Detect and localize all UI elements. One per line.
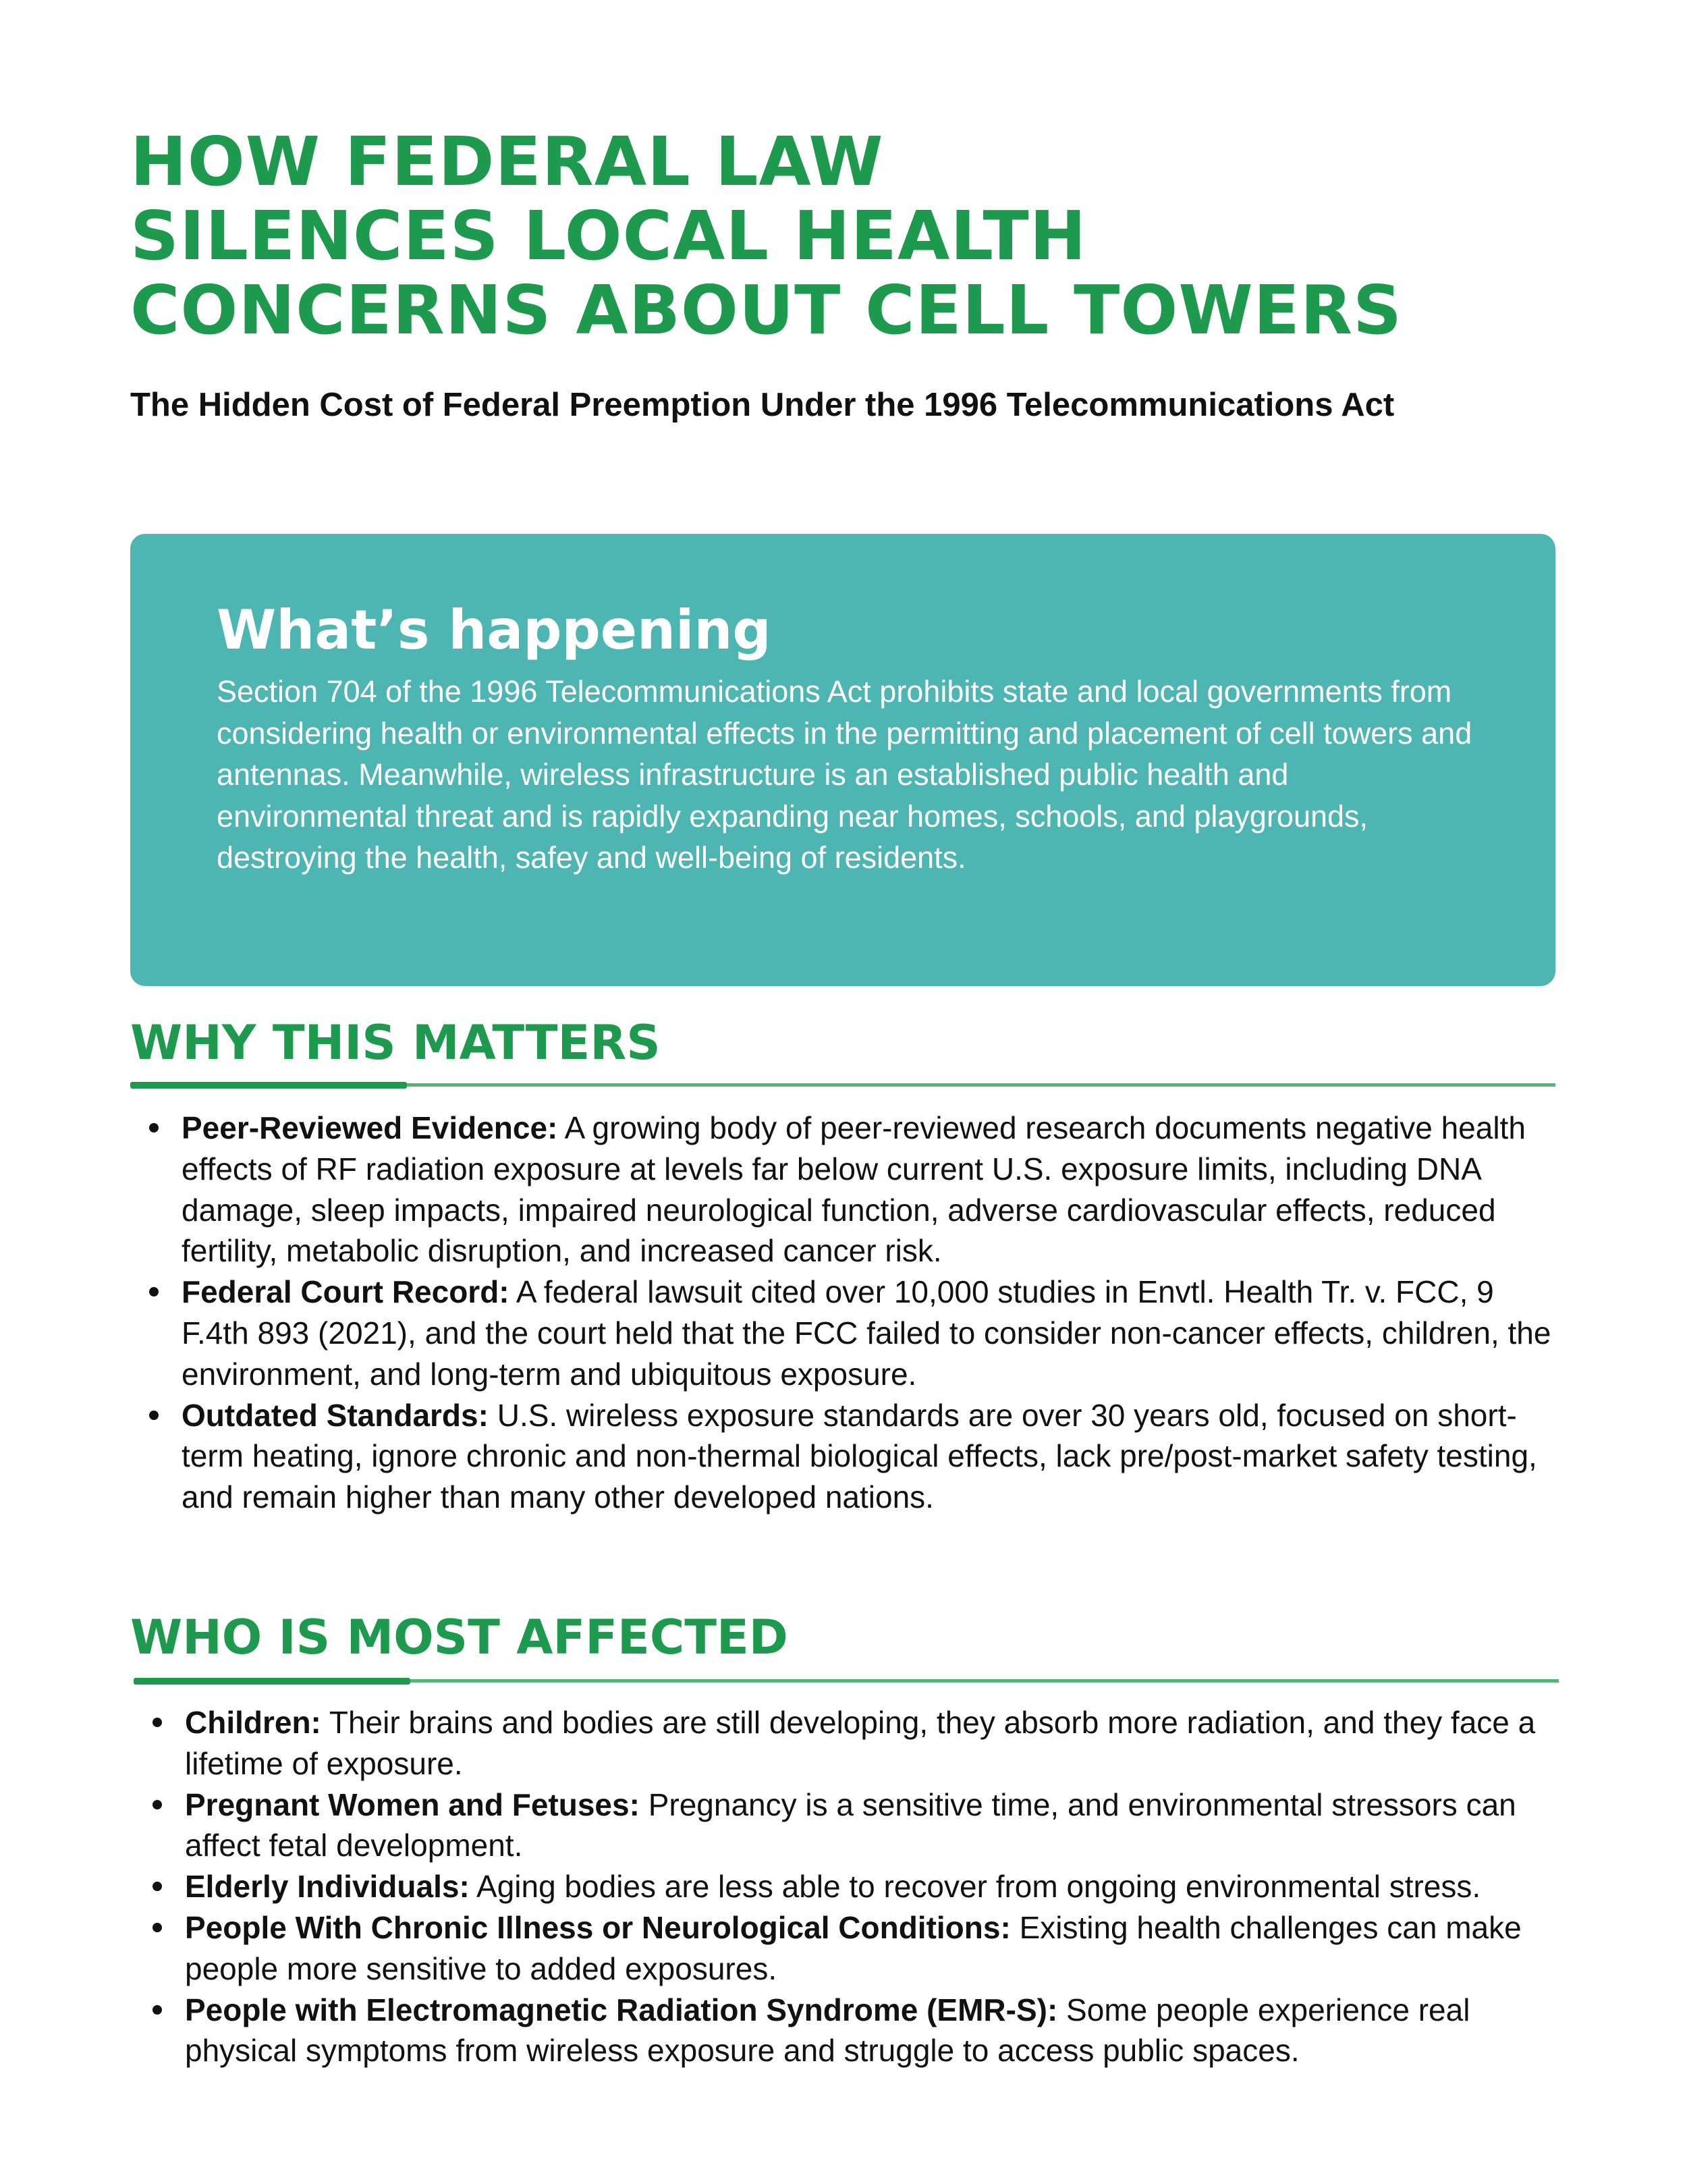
most-affected-list [134,1702,1571,2071]
item-lead: Federal Court Record: [182,1274,509,1310]
item-lead: People with Electromagnetic Radiation Syndrome (EMR-S): [185,1992,1058,2027]
list-item [134,1784,1571,1867]
list-item [130,1395,1568,1518]
item-text: Aging bodies are less able to recover from ongoing environmental stress. [469,1869,1481,1905]
item-lead: Pregnant Women and Fetuses: [185,1786,640,1822]
section-divider [134,1679,1559,1683]
item-text: Pregnancy is a sensitive time, and environmental stressors can affect fetal development. [185,1786,1516,1863]
item-lead: Children: [185,1705,321,1740]
item-text: A federal lawsuit cited over 10,000 studies in Envtl. Health Tr. v. FCC, 9 F.4th 893 (2021), and the court held that the FCC failed to consider non-cancer effects, children, the environment, and long-term and ubiquitous exposure. [182,1274,1551,1392]
list-item [134,1907,1571,1990]
card-body: Section 704 of the 1996 Telecommunications Act prohibits state and local governments from considering health or environmental effects in the permitting and placement of cell towers and antennas. Meanwhile, wireless infrastructure is an established public health and environmental threat and is rapidly expanding near homes, schools, and playgrounds, destroying the health, safey and well-being of residents. [217,674,1472,875]
list-item [130,1272,1568,1394]
why-matters-heading: WHY THIS MATTERS [130,1015,661,1070]
list-item [130,1108,1568,1272]
page-subtitle: The Hidden Cost of Federal Preemption Under the 1996 Telecommunications Act [130,387,1395,423]
why-matters-list [130,1108,1568,1518]
item-text: U.S. wireless exposure standards are over 30 years old, focused on short-term heating, ignore chronic and non-thermal biological effects, lack pre/post-market safety testing, and remain higher than many other developed nations. [182,1397,1537,1515]
item-text: Their brains and bodies are still developing, they absorb more radiation, and they face a lifetime of exposure. [185,1705,1536,1781]
item-text: Some people experience real physical symptoms from wireless exposure and struggle to access public spaces. [185,1992,1470,2069]
item-text: A growing body of peer-reviewed research documents negative health effects of RF radiation exposure at levels far below current U.S. exposure limits, including DNA damage, sleep impacts, impaired neurological function, adverse cardiovascular effects, reduced fertility, metabolic disruption, and increased cancer risk. [182,1110,1526,1269]
item-lead: Elderly Individuals: [185,1869,470,1905]
item-lead: Outdated Standards: [182,1397,489,1433]
list-item [134,1866,1571,1907]
card-heading: What’s happening [217,599,771,661]
item-lead: Peer-Reviewed Evidence: [182,1110,558,1145]
item-text: Existing health challenges can make people more sensitive to added exposures. [185,1909,1522,1986]
most-affected-heading: WHO IS MOST AFFECTED [130,1610,788,1665]
whats-happening-card [130,534,1555,986]
item-lead: People With Chronic Illness or Neurological Conditions: [185,1909,1011,1945]
title-line: SILENCES LOCAL HEALTH [130,196,1087,275]
section-divider [130,1083,1555,1087]
list-item [134,1702,1571,1784]
title-line: HOW FEDERAL LAW [130,122,884,201]
page-title [130,122,1581,350]
list-item [134,1990,1571,2072]
title-line: CONCERNS ABOUT CELL TOWERS [130,271,1402,350]
